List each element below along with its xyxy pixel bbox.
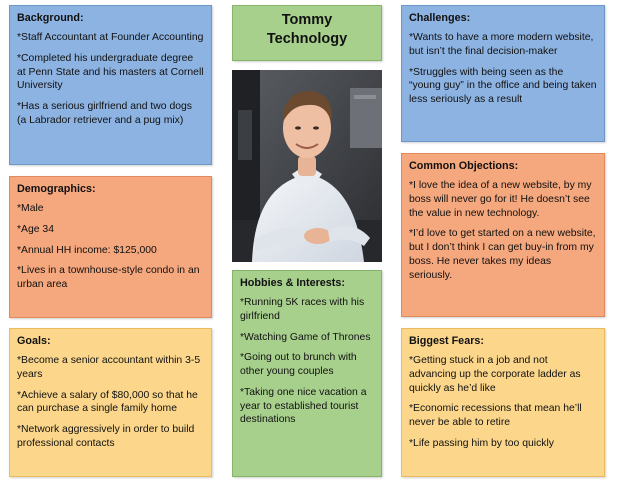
fears-card (401, 328, 605, 477)
persona-name-line1: Tommy (281, 12, 333, 28)
fears-item: *Life passing him by too quickly (409, 437, 554, 449)
demographics-item: *Male (17, 203, 44, 215)
demographics-item: *Lives in a townhouse-style condo in an urban area (17, 265, 200, 291)
objections-item: *I’d love to get started on a new website, but I don’t think I can get buy-in from my boss. He never takes my ideas seriously. (409, 228, 596, 281)
hobbies-heading: Hobbies & Interests: (240, 277, 345, 289)
goals-item: *Network aggressively in order to build professional contacts (17, 424, 195, 449)
objections-item: *I love the idea of a new website, by my boss will never go for it! He doesn’t see the value in new technology. (409, 180, 592, 219)
demographics-item: *Annual HH income: $125,000 (17, 244, 157, 256)
background-heading: Background: (17, 12, 84, 24)
hobbies-item: *Going out to brunch with other young couples (240, 352, 357, 378)
challenges-item: *Wants to have a more modern website, but isn’t the final decision-maker (409, 32, 594, 57)
goals-item: *Achieve a salary of $80,000 so that he can purchase a single family home (17, 389, 198, 415)
hobbies-item: *Watching Game of Thrones (240, 331, 371, 343)
background-item: *Completed his undergraduate degree at Penn State and his masters at Cornell University (17, 52, 204, 92)
goals-card (9, 328, 212, 477)
persona-name-line2: Technology (266, 30, 348, 47)
goals-item: *Become a senior accountant within 3-5 years (17, 355, 201, 380)
demographics-heading: Demographics: (17, 183, 96, 195)
objections-heading: Common Objections: (409, 160, 519, 172)
hobbies-item: *Running 5K races with his girlfriend (240, 297, 365, 322)
fears-item: *Getting stuck in a job and not advancing up the corporate ladder as quickly as he’d like (409, 355, 581, 394)
objections-card (401, 153, 605, 317)
demographics-item: *Age 34 (17, 223, 54, 235)
background-item: *Staff Accountant at Founder Accounting (17, 32, 204, 44)
persona-name-card (232, 5, 382, 61)
background-card (9, 5, 212, 165)
hobbies-item: *Taking one nice vacation a year to established tourist destinations (240, 386, 367, 426)
fears-heading: Biggest Fears: (409, 335, 484, 347)
goals-heading: Goals: (17, 335, 51, 347)
challenges-card (401, 5, 605, 142)
fears-item: *Economic recessions that mean he’ll never be able to retire (409, 403, 582, 429)
challenges-heading: Challenges: (409, 12, 471, 24)
persona-photo (232, 70, 382, 262)
persona-photo-illustration (232, 70, 382, 262)
challenges-item: *Struggles with being seen as the “young guy” in the office and being taken less seriously as a result (409, 66, 597, 106)
hobbies-card (232, 270, 382, 477)
demographics-card (9, 176, 212, 318)
background-item: *Has a serious girlfriend and two dogs (a Labrador retriever and a pug mix) (17, 101, 193, 126)
